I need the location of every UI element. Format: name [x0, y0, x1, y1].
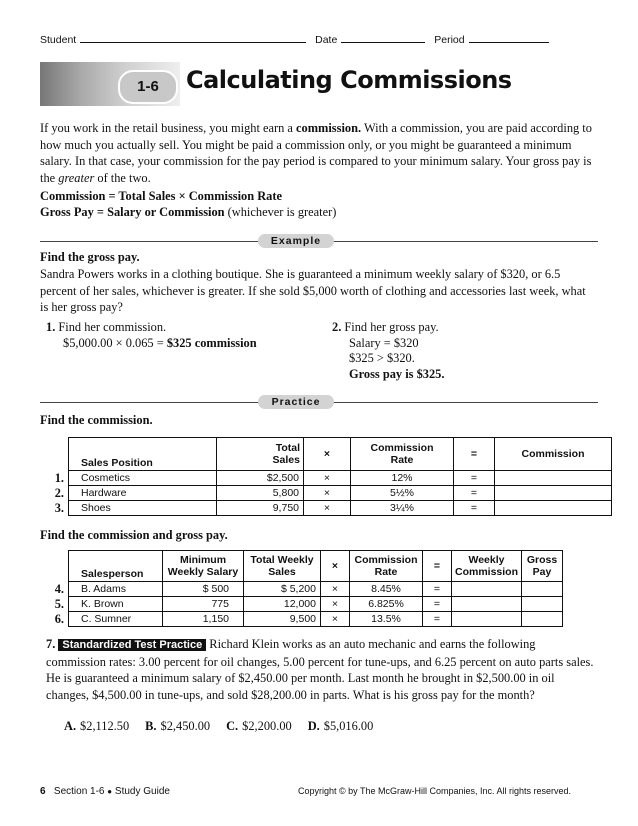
- footer-guide: Study Guide: [114, 786, 170, 797]
- practice-label: Practice: [258, 395, 334, 409]
- step-2-line-1: Salary = $320: [349, 335, 419, 350]
- step-1-number: 1.: [46, 320, 56, 334]
- weekly-commission-answer-cell[interactable]: [452, 582, 522, 597]
- header-rate2-line-1: Commission: [354, 554, 418, 566]
- commission-rate-cell: 6.825%: [350, 597, 423, 612]
- commission-answer-cell[interactable]: [495, 471, 612, 486]
- min-salary-cell: 775: [163, 597, 244, 612]
- gross-pay-formula-note: (whichever is greater): [224, 205, 337, 219]
- page-number: 6: [40, 786, 46, 797]
- sales-position-cell: Hardware: [69, 486, 217, 501]
- commission-table-header: [40, 438, 612, 471]
- page-footer-left: [40, 786, 170, 797]
- total-sales-cell: 9,750: [217, 501, 304, 516]
- example-step-1: [46, 320, 257, 351]
- answer-choice-letter: C.: [226, 719, 239, 733]
- gross-pay-formula: [40, 205, 336, 220]
- intro-text-2: With a commission, you are paid according to how much you actually sell. You might be paid a commission only, or you might be guaranteed a minimum salary. In that case, your commission for the pay period is compared to your minimum salary. Your gross pay is the: [40, 121, 592, 185]
- step-2-result: Gross pay is $325.: [349, 366, 445, 381]
- name-date-period-header: [40, 34, 598, 46]
- intro-term: commission.: [296, 121, 362, 135]
- commission-answer-cell[interactable]: [495, 486, 612, 501]
- times-cell: ×: [321, 612, 350, 627]
- step-1-result: $325 commission: [166, 335, 257, 350]
- commission-table: [40, 437, 612, 516]
- step-2-title: Find her gross pay.: [344, 320, 439, 334]
- times-cell: ×: [304, 471, 351, 486]
- total-weekly-sales-cell: $ 5,200: [244, 582, 321, 597]
- header-commission-rate-2: [350, 551, 423, 582]
- header-equals-2: =: [423, 551, 452, 582]
- student-label: Student: [40, 34, 77, 46]
- header-salesperson: Salesperson: [69, 551, 163, 582]
- gross-pay-answer-cell[interactable]: [522, 597, 563, 612]
- header-wc-line-1: Weekly: [468, 554, 505, 566]
- commission-table-row: [40, 486, 612, 501]
- header-gross-pay: [522, 551, 563, 582]
- gross-pay-formula-main: Gross Pay = Salary or Commission: [40, 205, 225, 219]
- row-number: 3.: [54, 500, 64, 515]
- total-sales-cell: $2,500: [217, 471, 304, 486]
- commission-rate-cell: 13.5%: [350, 612, 423, 627]
- header-commission-rate: [351, 438, 454, 471]
- row-number: 1.: [54, 470, 64, 485]
- min-salary-cell: $ 500: [163, 582, 244, 597]
- equals-cell: =: [454, 501, 495, 516]
- commission-answer-cell[interactable]: [495, 501, 612, 516]
- footer-section: Section 1-6: [53, 786, 105, 797]
- header-commission: Commission: [495, 438, 612, 471]
- answer-choice-letter: B.: [145, 719, 157, 733]
- intro-text-3: of the two.: [94, 170, 151, 185]
- answer-choice-letter: A.: [64, 719, 77, 733]
- total-weekly-sales-cell: 12,000: [244, 597, 321, 612]
- intro-emphasis: greater: [58, 170, 95, 185]
- commission-rate-cell: 12%: [351, 471, 454, 486]
- example-problem-text: Sandra Powers works in a clothing boutique. She is guaranteed a minimum weekly salary of $320, or 6.5 percent of her sales, whichever is greater. If she sold $5,000 worth of clothing and accessories last week, what is her gross pay?: [40, 267, 586, 314]
- header-rate2-line-2: Rate: [374, 566, 398, 578]
- header-equals: =: [454, 438, 495, 471]
- times-cell: ×: [304, 486, 351, 501]
- commission-rate-cell: 5½%: [351, 486, 454, 501]
- header-total-line-1: Total: [275, 442, 300, 454]
- equals-cell: =: [454, 486, 495, 501]
- header-times: ×: [304, 438, 351, 471]
- intro-text-1: If you work in the retail business, you might earn a: [40, 121, 297, 135]
- salesperson-cell: K. Brown: [69, 597, 163, 612]
- footer-bullet: ●: [107, 787, 113, 796]
- copyright-notice: Copyright © by The McGraw-Hill Companies, Inc. All rights reserved.: [298, 786, 572, 796]
- header-min-line-1: Minimum: [179, 554, 227, 566]
- answer-choice[interactable]: [64, 719, 129, 733]
- header-tw-line-1: Total Weekly: [250, 554, 314, 566]
- practice-question-1: Find the commission.: [40, 413, 153, 427]
- answer-choice-value: $2,450.00: [160, 719, 211, 733]
- answer-choice-letter: D.: [307, 719, 320, 733]
- gross-pay-table-row: [40, 612, 563, 627]
- question-7-number: 7.: [46, 637, 56, 651]
- example-step-2: [332, 320, 444, 382]
- gross-pay-table-wrap: [40, 550, 563, 627]
- weekly-commission-answer-cell[interactable]: [452, 612, 522, 627]
- gross-pay-answer-cell[interactable]: [522, 582, 563, 597]
- question-7-text: Richard Klein works as an auto mechanic and earns the following commission rates: 3.00 percent for oil changes, 5.00 percent for tune-ups, and 6.25 percent on auto parts sales. He is guaranteed a minimum salary of $2,450.00 per month. Last month he brought in $2,500.00 in oil changes, $4,500.00 in tune-ups, and sold $28,200.00 in parts. What is his gross pay for the month?: [46, 637, 594, 702]
- header-rate-line-1: Commission: [370, 442, 434, 454]
- header-total-sales: [217, 438, 304, 471]
- date-label: Date: [315, 34, 338, 46]
- min-salary-cell: 1,150: [163, 612, 244, 627]
- equals-cell: =: [454, 471, 495, 486]
- header-gp-line-2: Pay: [532, 566, 552, 578]
- row-number: 2.: [54, 485, 64, 500]
- header-total-weekly-sales: [244, 551, 321, 582]
- gross-pay-table-header: [40, 551, 563, 582]
- step-2-number: 2.: [332, 320, 342, 334]
- standardized-test-practice-tag: Standardized Test Practice: [58, 639, 206, 651]
- commission-rate-cell: 3¼%: [351, 501, 454, 516]
- times-cell: ×: [304, 501, 351, 516]
- commission-table-row: [40, 471, 612, 486]
- answer-choice[interactable]: [308, 719, 374, 733]
- period-blank: [469, 42, 549, 43]
- answer-choice-value: $5,016.00: [323, 719, 374, 733]
- example-label: Example: [258, 234, 334, 248]
- header-sales-position: Sales Position: [69, 438, 217, 471]
- answer-choices: [64, 718, 389, 735]
- date-blank: [341, 42, 425, 43]
- header-tw-line-2: Sales: [268, 566, 296, 578]
- row-number: 4.: [54, 581, 64, 596]
- equals-cell: =: [423, 582, 452, 597]
- gross-pay-table: [40, 550, 563, 627]
- commission-table-row: [40, 501, 612, 516]
- header-times-2: ×: [321, 551, 350, 582]
- practice-question-2: Find the commission and gross pay.: [40, 528, 228, 542]
- commission-formula: Commission = Total Sales × Commission Rate: [40, 189, 282, 203]
- answer-choice[interactable]: [145, 719, 210, 733]
- header-min-line-2: Weekly Salary: [167, 566, 239, 578]
- sales-position-cell: Cosmetics: [69, 471, 217, 486]
- step-1-title: Find her commission.: [58, 320, 167, 334]
- header-rate-line-2: Rate: [390, 454, 414, 466]
- header-wc-line-2: Commission: [455, 566, 519, 578]
- header-weekly-commission: [452, 551, 522, 582]
- student-blank: [80, 42, 306, 43]
- salesperson-cell: C. Sumner: [69, 612, 163, 627]
- gross-pay-table-row: [40, 597, 563, 612]
- row-number: 6.: [54, 611, 64, 626]
- step-1-calculation: $5,000.00 × 0.065 =: [63, 335, 167, 350]
- header-gp-line-1: Gross: [526, 554, 558, 566]
- header-min-weekly-salary: [163, 551, 244, 582]
- intro-paragraph: [40, 120, 595, 186]
- gross-pay-answer-cell[interactable]: [522, 612, 563, 627]
- total-weekly-sales-cell: 9,500: [244, 612, 321, 627]
- salesperson-cell: B. Adams: [69, 582, 163, 597]
- period-label: Period: [434, 34, 465, 46]
- answer-choice-value: $2,112.50: [80, 719, 130, 733]
- times-cell: ×: [321, 597, 350, 612]
- weekly-commission-answer-cell[interactable]: [452, 597, 522, 612]
- question-7: [46, 636, 596, 703]
- equals-cell: =: [423, 612, 452, 627]
- header-total-line-2: Sales: [272, 454, 300, 466]
- times-cell: ×: [321, 582, 350, 597]
- page-title: Calculating Commissions: [186, 66, 512, 94]
- step-2-line-2: $325 > $320.: [349, 351, 415, 365]
- answer-choice-value: $2,200.00: [242, 719, 292, 733]
- lesson-number-badge: 1-6: [118, 70, 178, 104]
- answer-choice[interactable]: [226, 719, 292, 733]
- commission-table-wrap: [40, 437, 612, 516]
- equals-cell: =: [423, 597, 452, 612]
- example-question: Find the gross pay.: [40, 250, 140, 264]
- total-sales-cell: 5,800: [217, 486, 304, 501]
- commission-rate-cell: 8.45%: [350, 582, 423, 597]
- sales-position-cell: Shoes: [69, 501, 217, 516]
- row-number: 5.: [54, 596, 64, 611]
- gross-pay-table-row: [40, 582, 563, 597]
